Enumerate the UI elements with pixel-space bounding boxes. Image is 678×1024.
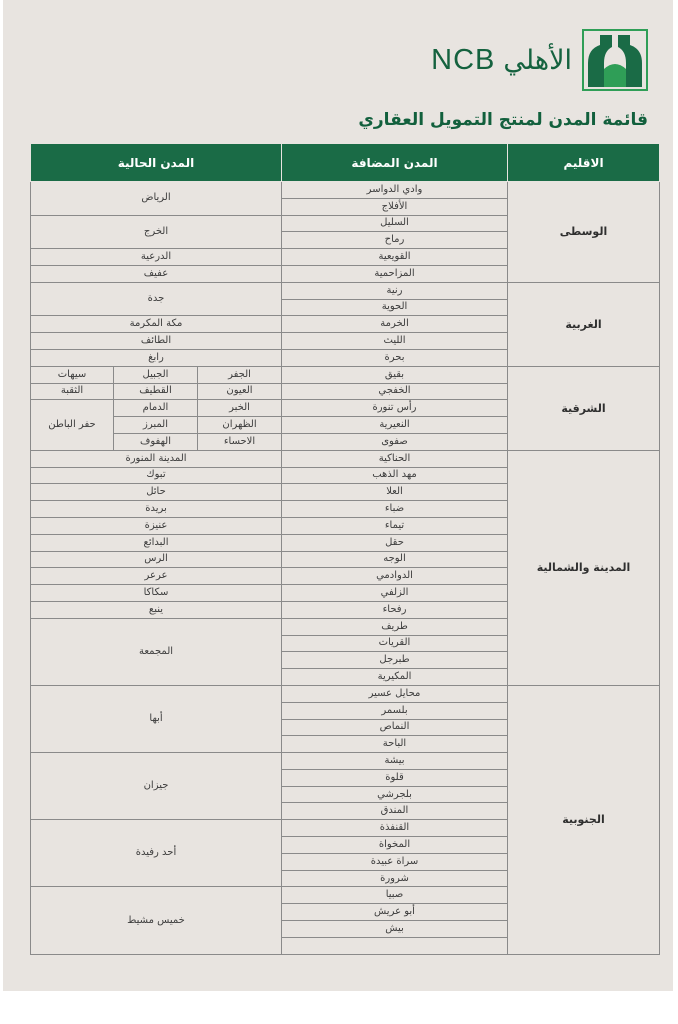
current-city: القطيف (114, 383, 198, 400)
added-city: قلوة (282, 769, 508, 786)
ncb-logo (431, 28, 648, 92)
added-city: رماح (282, 232, 508, 249)
header-current-cities: المدن الحالية (31, 144, 282, 182)
added-city: رفحاء (282, 601, 508, 618)
current-city: جدة (31, 282, 282, 316)
current-city: العيون (198, 383, 282, 400)
added-city: الحوية (282, 299, 508, 316)
added-city: المزاحمية (282, 265, 508, 282)
added-city: صفوى (282, 433, 508, 450)
added-city: سراة عبيدة (282, 853, 508, 870)
added-city: الخفجي (282, 383, 508, 400)
added-city: الحناكية (282, 450, 508, 467)
current-city: حائل (31, 484, 282, 501)
added-city: النماص (282, 719, 508, 736)
table-header-row (31, 144, 660, 182)
header-region: الاقليم (508, 144, 660, 182)
table-row (31, 366, 660, 383)
logo-arabic: الأهلي (503, 44, 572, 76)
added-city: المندق (282, 803, 508, 820)
added-city: القريات (282, 635, 508, 652)
added-city: تيماء (282, 517, 508, 534)
logo-latin: NCB (431, 43, 496, 76)
added-city: بقيق (282, 366, 508, 383)
current-city: جيزان (31, 753, 282, 820)
current-city: أحد رفيدة (31, 820, 282, 887)
header-added-cities: المدن المضافة (282, 144, 508, 182)
added-city: القنفذة (282, 820, 508, 837)
added-city: المخواة (282, 837, 508, 854)
current-city: الثقبة (31, 383, 114, 400)
added-city: الوجه (282, 551, 508, 568)
current-city: الرس (31, 551, 282, 568)
current-city: عفيف (31, 265, 282, 282)
current-city: البدائع (31, 534, 282, 551)
added-city: الأفلاج (282, 198, 508, 215)
current-city: حفر الباطن (31, 400, 114, 450)
added-city (282, 937, 508, 954)
current-city: المدينة المنورة (31, 450, 282, 467)
current-city: الدمام (114, 400, 198, 417)
added-city: أبو عريش (282, 904, 508, 921)
added-city: حقل (282, 534, 508, 551)
current-city: الخبر (198, 400, 282, 417)
added-city: بحرة (282, 349, 508, 366)
current-city: الخرج (31, 215, 282, 249)
current-city: الجبيل (114, 366, 198, 383)
current-city: الهفوف (114, 433, 198, 450)
current-city: الدرعية (31, 249, 282, 266)
current-city: عرعر (31, 568, 282, 585)
added-city: وادي الدواسر (282, 182, 508, 199)
ncb-emblem-icon (582, 29, 648, 91)
added-city: ضباء (282, 501, 508, 518)
added-city: الليث (282, 333, 508, 350)
table-row (31, 450, 660, 467)
table-row (31, 685, 660, 702)
cities-table (30, 143, 660, 955)
table-row (31, 182, 660, 199)
current-city: بريدة (31, 501, 282, 518)
added-city: السليل (282, 215, 508, 232)
added-city: مهد الذهب (282, 467, 508, 484)
current-city: الظهران (198, 417, 282, 434)
added-city: بلسمر (282, 702, 508, 719)
current-city: أبها (31, 685, 282, 752)
current-city: ينبع (31, 601, 282, 618)
added-city: صبيا (282, 887, 508, 904)
current-city: الجفر (198, 366, 282, 383)
added-city: محايل عسير (282, 685, 508, 702)
added-city: شرورة (282, 870, 508, 887)
current-city: الاحساء (198, 433, 282, 450)
current-city: تبوك (31, 467, 282, 484)
region-western: الغربية (508, 282, 660, 366)
current-city: عنيزة (31, 517, 282, 534)
added-city: بيشة (282, 753, 508, 770)
added-city: الخرمة (282, 316, 508, 333)
current-city: المبرز (114, 417, 198, 434)
page-title: قائمة المدن لمنتج التمويل العقاري (358, 110, 648, 130)
current-city: الطائف (31, 333, 282, 350)
current-city: سيهات (31, 366, 114, 383)
added-city: المكيرية (282, 669, 508, 686)
current-city: سكاكا (31, 585, 282, 602)
region-southern: الجنوبية (508, 685, 660, 954)
region-central: الوسطى (508, 182, 660, 283)
added-city: رأس تنورة (282, 400, 508, 417)
current-city: رابغ (31, 349, 282, 366)
added-city: بيش (282, 921, 508, 938)
added-city: الزلفي (282, 585, 508, 602)
current-city: المجمعة (31, 618, 282, 685)
region-madinah-north: المدينة والشمالية (508, 450, 660, 685)
current-city: مكة المكرمة (31, 316, 282, 333)
added-city: النعيرية (282, 417, 508, 434)
added-city: الدوادمي (282, 568, 508, 585)
added-city: رنية (282, 282, 508, 299)
added-city: الباحة (282, 736, 508, 753)
added-city: بلجرشي (282, 786, 508, 803)
added-city: طبرجل (282, 652, 508, 669)
added-city: طريف (282, 618, 508, 635)
current-city: خميس مشيط (31, 887, 282, 954)
added-city: القويعية (282, 249, 508, 266)
current-city: الرياض (31, 182, 282, 216)
table-row (31, 282, 660, 299)
region-eastern: الشرقية (508, 366, 660, 450)
added-city: العلا (282, 484, 508, 501)
logo-wordmark (431, 44, 572, 77)
